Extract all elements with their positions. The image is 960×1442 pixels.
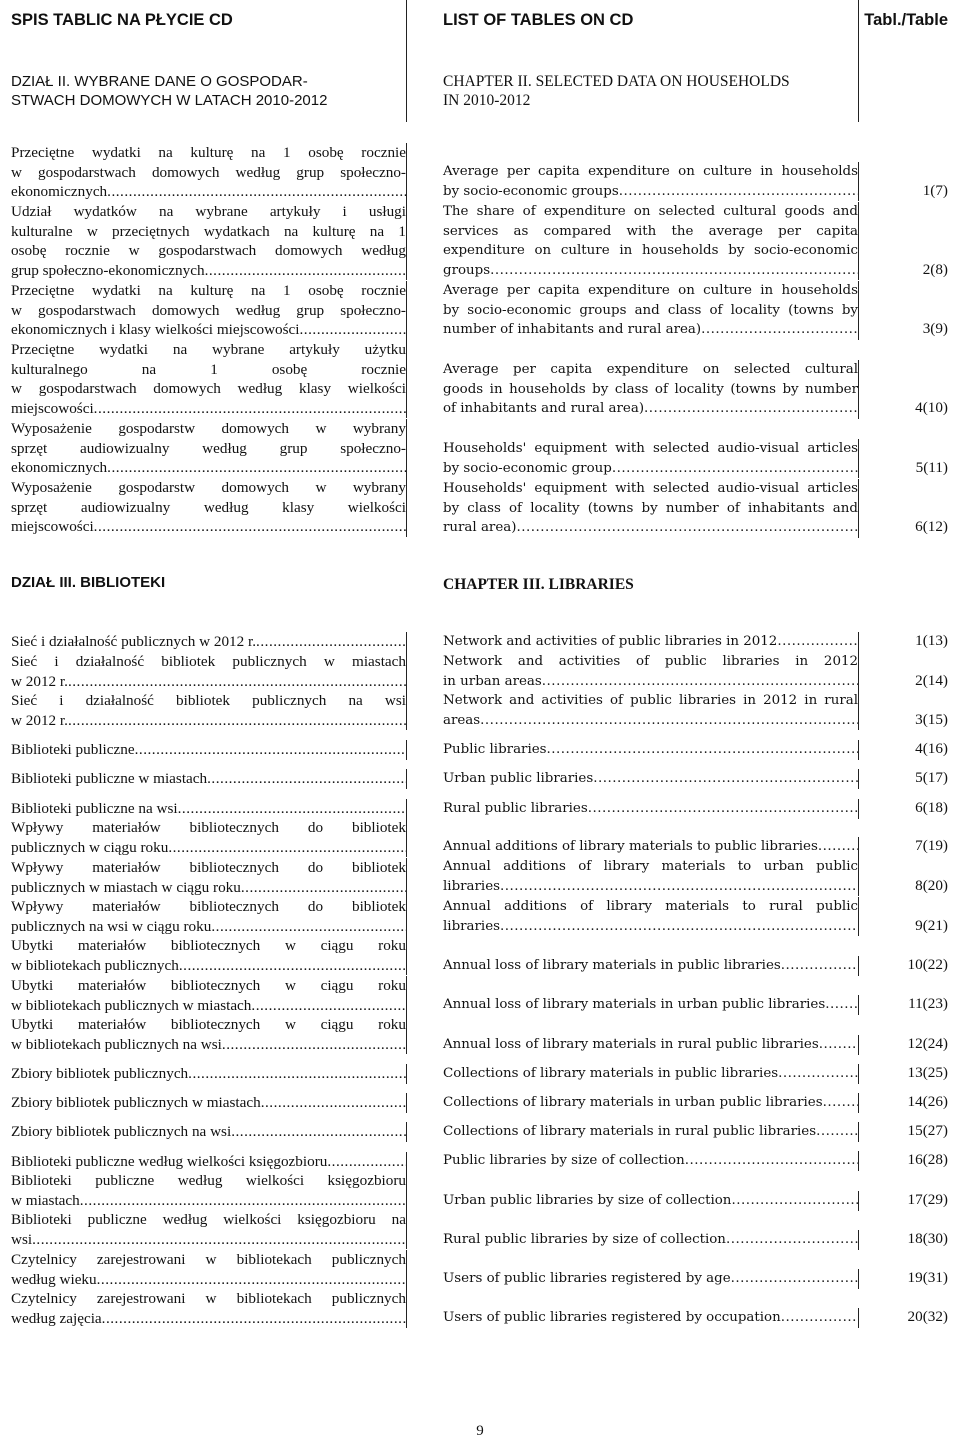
- pl-entry-line: w gospodarstwach domowych według grup społeczno-: [11, 163, 406, 181]
- dot-leader: [231, 1122, 406, 1142]
- en-table-entry[interactable]: [443, 897, 858, 936]
- row-divider: [406, 769, 407, 789]
- en-table-entry[interactable]: [443, 691, 858, 730]
- en-entry-line: Average per capita expenditure on selected cultural: [443, 362, 858, 377]
- row-divider: [858, 1122, 859, 1142]
- en-entry-line: Annual loss of library materials in rural public libraries: [443, 1037, 819, 1052]
- pl-entry-line: w bibliotekach publicznych na wsi: [11, 1035, 222, 1053]
- en-entry-line: by socio-economic group: [443, 460, 612, 476]
- en-entry-line: libraries: [443, 918, 501, 934]
- pl-table-entry[interactable]: [11, 1122, 406, 1142]
- en-table-entry[interactable]: [443, 857, 858, 896]
- row-divider: [406, 858, 407, 897]
- table-number: 10(22): [907, 956, 948, 973]
- en-entry-line: Annual loss of library materials in public libraries: [443, 958, 781, 973]
- dot-leader: [819, 1035, 858, 1055]
- dot-leader: [135, 740, 406, 760]
- en-table-entry[interactable]: [443, 956, 858, 976]
- pl-table-entry[interactable]: [11, 976, 406, 1015]
- pl-entry-line: według zajęcia: [11, 1309, 102, 1327]
- pl-entry-line: w bibliotekach publicznych w miastach: [11, 996, 252, 1014]
- dot-leader: [823, 1093, 858, 1113]
- row-divider: [406, 478, 407, 537]
- pl-entry-line: Zbiory bibliotek publicznych na wsi: [11, 1123, 232, 1140]
- en-entry-line: Rural public libraries: [443, 801, 588, 816]
- pl-entry-line: w bibliotekach publicznych: [11, 956, 179, 974]
- dot-leader: [207, 769, 406, 789]
- dot-leader: [644, 399, 858, 419]
- en-entry-line: Collections of library materials in rural public libraries: [443, 1124, 817, 1139]
- dot-leader: [178, 799, 406, 819]
- pl-entry-line: publicznych w ciągu roku: [11, 838, 169, 856]
- en-table-entry[interactable]: [443, 360, 858, 419]
- table-number: 19(31): [907, 1269, 948, 1286]
- pl-table-entry[interactable]: [11, 1289, 406, 1328]
- section2-title-en-line2: IN 2010-2012: [443, 92, 531, 109]
- dot-leader: [68, 672, 406, 692]
- pl-table-entry[interactable]: [11, 691, 406, 730]
- section2-title-en: [443, 72, 790, 110]
- en-table-entry[interactable]: [443, 1064, 858, 1084]
- dot-leader: [102, 1309, 406, 1329]
- table-number: 2(14): [915, 671, 948, 689]
- pl-table-entry[interactable]: [11, 1093, 406, 1113]
- dot-leader: [777, 632, 858, 652]
- en-entry-line: number of inhabitants and rural area): [443, 322, 702, 338]
- table-number: 4(16): [915, 740, 948, 757]
- pl-table-entry[interactable]: [11, 799, 406, 819]
- en-entry-line: libraries: [443, 878, 501, 894]
- en-table-entry[interactable]: [443, 1122, 858, 1142]
- row-divider: [858, 1093, 859, 1113]
- pl-table-entry[interactable]: [11, 143, 406, 202]
- row-divider: [858, 799, 859, 819]
- en-table-entry[interactable]: [443, 439, 858, 478]
- pl-entry-line: Czytelnicy zarejestrowani w bibliotekach publicznych: [11, 1290, 406, 1307]
- en-table-entry[interactable]: [443, 1308, 858, 1328]
- pl-entry-line: kulturalnego na 1 osobę rocznie: [11, 360, 406, 378]
- row-divider: [858, 281, 859, 340]
- header-center-title: LIST OF TABLES ON CD: [443, 11, 634, 29]
- row-divider: [406, 799, 407, 819]
- pl-entry-line: Biblioteki publiczne w miastach: [11, 770, 208, 787]
- en-entry-line: Average per capita expenditure on culture in households: [443, 283, 858, 298]
- dot-leader: [781, 956, 858, 976]
- dot-leader: [726, 1230, 858, 1250]
- en-table-entry[interactable]: [443, 740, 858, 760]
- en-table-entry[interactable]: [443, 995, 858, 1015]
- row-divider: [406, 652, 407, 691]
- pl-entry-line: miejscowości: [11, 518, 94, 536]
- row-divider: [406, 1093, 407, 1113]
- pl-entry-line: Wpływy materiałów bibliotecznych do bibliotek: [11, 859, 406, 876]
- en-entry-line: Households' equipment with selected audio-visual articles: [443, 441, 858, 456]
- en-table-entry[interactable]: [443, 1269, 858, 1289]
- pl-entry-line: Zbiory bibliotek publicznych: [11, 1065, 189, 1082]
- en-entry-line: Annual additions of library materials to rural public: [443, 899, 858, 914]
- en-table-entry[interactable]: [443, 652, 858, 691]
- pl-table-entry[interactable]: [11, 1015, 406, 1054]
- row-divider: [858, 769, 859, 789]
- row-divider: [858, 691, 859, 730]
- dot-leader: [480, 711, 858, 731]
- pl-entry-line: osobę rocznie w gospodarstwach domowych według: [11, 242, 406, 260]
- dot-leader: [205, 261, 406, 281]
- en-table-entry[interactable]: [443, 837, 858, 857]
- table-number: 13(25): [907, 1064, 948, 1081]
- dot-leader: [107, 458, 406, 478]
- row-divider: [406, 632, 407, 652]
- row-divider: [406, 1210, 407, 1249]
- dot-leader: [816, 1122, 858, 1142]
- table-number: 11(23): [908, 995, 948, 1012]
- pl-entry-line: grup społeczno-ekonomicznych: [11, 261, 205, 279]
- en-entry-line: The share of expenditure on selected cultural goods and: [443, 204, 858, 219]
- en-entry-line: expenditure on culture in households by socio-economic: [443, 243, 858, 259]
- row-divider: [858, 652, 859, 691]
- pl-table-entry[interactable]: [11, 1210, 406, 1249]
- pl-entry-line: Wpływy materiałów bibliotecznych do bibliotek: [11, 819, 406, 836]
- table-number: 14(26): [907, 1093, 948, 1110]
- pl-entry-line: Biblioteki publiczne według wielkości księgozbioru: [11, 1172, 406, 1189]
- pl-entry-line: w 2012 r.: [11, 711, 68, 729]
- column-divider-top-right: [858, 0, 859, 122]
- pl-entry-line: Wpływy materiałów bibliotecznych do bibliotek: [11, 898, 406, 915]
- en-table-entry[interactable]: [443, 479, 858, 538]
- row-divider: [406, 976, 407, 1015]
- pl-entry-line: w gospodarstwach domowych według grup społeczno-: [11, 301, 406, 319]
- dot-leader: [241, 878, 406, 898]
- row-divider: [858, 1035, 859, 1055]
- pl-entry-line: w 2012 r.: [11, 672, 68, 690]
- dot-leader: [612, 459, 858, 479]
- row-divider: [858, 897, 859, 936]
- pl-entry-line: Czytelnicy zarejestrowani w bibliotekach publicznych: [11, 1251, 406, 1268]
- en-entry-line: Average per capita expenditure on culture in households: [443, 164, 858, 179]
- en-entry-line: Network and activities of public libraries in 2012: [443, 634, 778, 649]
- row-divider: [406, 897, 407, 936]
- section2-title-en-line1: CHAPTER II. SELECTED DATA ON HOUSEHOLDS: [443, 73, 790, 90]
- table-number: 6(12): [915, 518, 948, 536]
- en-table-entry[interactable]: [443, 281, 858, 340]
- dot-leader: [825, 995, 858, 1015]
- pl-entry-line: Biblioteki publiczne: [11, 741, 135, 758]
- pl-table-entry[interactable]: [11, 340, 406, 418]
- en-entry-line: Households' equipment with selected audio-visual articles: [443, 481, 858, 496]
- dot-leader: [731, 1269, 858, 1289]
- pl-table-entry[interactable]: [11, 419, 406, 478]
- row-divider: [858, 837, 859, 857]
- pl-entry-line: Przeciętne wydatki na kulturę na 1 osobę rocznie: [11, 282, 406, 299]
- table-number: 6(18): [915, 799, 948, 816]
- table-number: 3(15): [915, 710, 948, 728]
- row-divider: [406, 1250, 407, 1289]
- dot-leader: [97, 1270, 406, 1290]
- section3-title-pl: DZIAŁ III. BIBLIOTEKI: [11, 574, 166, 591]
- pl-table-entry[interactable]: [11, 202, 406, 280]
- pl-entry-line: Ubytki materiałów bibliotecznych w ciągu roku: [11, 1016, 406, 1033]
- dot-leader: [685, 1151, 858, 1171]
- en-entry-line: in urban areas: [443, 673, 542, 689]
- row-divider: [406, 281, 407, 340]
- row-divider: [406, 691, 407, 730]
- en-table-entry[interactable]: [443, 1230, 858, 1250]
- pl-entry-line: Sieć i działalność bibliotek publicznych na wsi: [11, 692, 406, 709]
- en-entry-line: areas: [443, 712, 481, 728]
- row-divider: [858, 1191, 859, 1211]
- pl-entry-line: Udział wydatków na wybrane artykuły i usługi: [11, 203, 406, 220]
- pl-table-entry[interactable]: [11, 818, 406, 857]
- pl-entry-line: Ubytki materiałów bibliotecznych w ciągu roku: [11, 937, 406, 954]
- en-entry-line: Network and activities of public libraries in 2012 in rural: [443, 693, 858, 708]
- en-entry-line: Public libraries: [443, 742, 547, 757]
- row-divider: [858, 162, 859, 201]
- row-divider: [406, 1064, 407, 1084]
- en-entry-line: Annual additions of library materials to public libraries: [443, 839, 818, 854]
- pl-entry-line: Wyposażenie gospodarstw domowych w wybrany: [11, 479, 406, 496]
- row-divider: [858, 1308, 859, 1328]
- row-divider: [858, 202, 859, 280]
- dot-leader: [701, 320, 858, 340]
- dot-leader: [547, 740, 858, 760]
- en-entry-line: Users of public libraries registered by age: [443, 1271, 731, 1286]
- dot-leader: [542, 672, 858, 692]
- row-divider: [858, 1230, 859, 1250]
- pl-entry-line: Sieć i działalność bibliotek publicznych w miastach: [11, 653, 406, 670]
- pl-entry-line: w miastach: [11, 1191, 80, 1209]
- en-entry-line: rural area): [443, 520, 517, 536]
- dot-leader: [168, 838, 406, 858]
- section2-title-pl: [11, 72, 327, 110]
- en-entry-line: by class of locality (towns by number of inhabitants and: [443, 500, 858, 516]
- en-entry-line: Public libraries by size of collection: [443, 1153, 685, 1168]
- dot-leader: [256, 632, 406, 652]
- pl-table-entry[interactable]: [11, 858, 406, 897]
- pl-table-entry[interactable]: [11, 897, 406, 936]
- en-entry-line: Collections of library materials in urban public libraries: [443, 1095, 823, 1110]
- dot-leader: [261, 1093, 406, 1113]
- pl-table-entry[interactable]: [11, 740, 406, 760]
- en-table-entry[interactable]: [443, 799, 858, 819]
- en-entry-line: Annual additions of library materials to urban public: [443, 859, 858, 874]
- en-entry-line: goods in households by class of locality (towns by number: [443, 381, 858, 397]
- pl-entry-line: Ubytki materiałów bibliotecznych w ciągu roku: [11, 977, 406, 994]
- row-divider: [858, 740, 859, 760]
- row-divider: [406, 1015, 407, 1054]
- dot-leader: [94, 399, 406, 419]
- en-table-entry[interactable]: [443, 1151, 858, 1171]
- en-entry-line: Network and activities of public libraries in 2012: [443, 654, 858, 669]
- dot-leader: [778, 1064, 858, 1084]
- dot-leader: [500, 877, 858, 897]
- dot-leader: [222, 1035, 406, 1055]
- table-number: 20(32): [907, 1308, 948, 1325]
- dot-leader: [188, 1064, 406, 1084]
- dot-leader: [490, 261, 858, 281]
- row-divider: [858, 439, 859, 478]
- dot-leader: [500, 917, 858, 937]
- pl-entry-line: ekonomicznych: [11, 183, 108, 201]
- row-divider: [406, 143, 407, 202]
- dot-leader: [588, 799, 858, 819]
- pl-entry-line: wsi: [11, 1230, 33, 1248]
- en-entry-line: by socio-economic groups: [443, 183, 619, 199]
- pl-table-entry[interactable]: [11, 478, 406, 537]
- page-number: 9: [476, 1423, 484, 1439]
- row-divider: [406, 1289, 407, 1328]
- row-divider: [858, 857, 859, 896]
- row-divider: [858, 479, 859, 538]
- row-divider: [406, 1122, 407, 1142]
- en-entry-line: services as compared with the average per capita: [443, 223, 858, 239]
- pl-entry-line: Przeciętne wydatki na kulturę na 1 osobę rocznie: [11, 144, 406, 161]
- pl-entry-line: Biblioteki publiczne na wsi: [11, 800, 178, 817]
- table-number: 8(20): [915, 876, 948, 894]
- table-number: 1(7): [922, 181, 948, 199]
- dot-leader: [211, 917, 406, 937]
- row-divider: [406, 1152, 407, 1172]
- row-divider: [406, 419, 407, 478]
- en-entry-line: Urban public libraries: [443, 771, 594, 786]
- row-divider: [858, 1151, 859, 1171]
- row-divider: [406, 818, 407, 857]
- row-divider: [406, 202, 407, 280]
- row-divider: [858, 632, 859, 652]
- pl-entry-line: ekonomicznych: [11, 459, 108, 477]
- dot-leader: [818, 837, 858, 857]
- en-entry-line: Urban public libraries by size of collection: [443, 1193, 732, 1208]
- table-number: 15(27): [907, 1122, 948, 1139]
- row-divider: [406, 740, 407, 760]
- dot-leader: [731, 1191, 858, 1211]
- en-entry-line: Collections of library materials in public libraries: [443, 1066, 779, 1081]
- dot-leader: [516, 518, 858, 538]
- row-divider: [858, 1269, 859, 1289]
- table-number: 5(17): [915, 769, 948, 786]
- pl-entry-line: kulturalne w przeciętnych wydatkach na kulturę na 1: [11, 222, 406, 240]
- table-number: 4(10): [915, 399, 948, 417]
- table-number: 7(19): [915, 837, 948, 854]
- en-table-entry[interactable]: [443, 1093, 858, 1113]
- dot-leader: [781, 1308, 858, 1328]
- en-entry-line: Annual loss of library materials in urban public libraries: [443, 997, 826, 1012]
- pl-entry-line: ekonomicznych i klasy wielkości miejscowości: [11, 321, 300, 339]
- section2-title-pl-line2: STWACH DOMOWYCH W LATACH 2010-2012: [11, 92, 328, 109]
- en-table-entry[interactable]: [443, 162, 858, 201]
- dot-leader: [300, 320, 407, 340]
- table-number: 3(9): [922, 320, 948, 338]
- row-divider: [406, 936, 407, 975]
- section3-title-en: CHAPTER III. LIBRARIES: [443, 576, 634, 593]
- pl-entry-line: sprzęt audiowizualny według klasy wielkości: [11, 498, 406, 516]
- table-number: 18(30): [907, 1230, 948, 1247]
- dot-leader: [327, 1152, 406, 1172]
- en-entry-line: by socio-economic groups and class of locality (towns by: [443, 302, 858, 318]
- row-divider: [858, 956, 859, 976]
- row-divider: [858, 1064, 859, 1084]
- pl-entry-line: Wyposażenie gospodarstw domowych w wybrany: [11, 420, 406, 437]
- dot-leader: [68, 711, 406, 731]
- table-number: 1(13): [915, 632, 948, 649]
- pl-entry-line: według wieku: [11, 1270, 97, 1288]
- en-entry-line: Rural public libraries by size of collection: [443, 1232, 726, 1247]
- column-divider-top-left: [406, 0, 407, 122]
- header-left-title: SPIS TABLIC NA PŁYCIE CD: [11, 11, 233, 29]
- pl-entry-line: Biblioteki publiczne według wielkości księgozbioru na: [11, 1211, 406, 1228]
- pl-entry-line: w gospodarstwach domowych według klasy wielkości: [11, 380, 406, 398]
- pl-entry-line: Biblioteki publiczne według wielkości księgozbioru: [11, 1153, 328, 1170]
- dot-leader: [80, 1191, 406, 1211]
- section2-title-pl-line1: DZIAŁ II. WYBRANE DANE O GOSPODAR-: [11, 73, 308, 90]
- table-number: 17(29): [907, 1191, 948, 1208]
- row-divider: [858, 995, 859, 1015]
- en-table-entry[interactable]: [443, 1035, 858, 1055]
- header-right-title: Tabl./Table: [864, 11, 948, 29]
- en-table-entry[interactable]: [443, 632, 858, 652]
- pl-entry-line: miejscowości: [11, 399, 94, 417]
- pl-table-entry[interactable]: [11, 281, 406, 340]
- dot-leader: [251, 996, 406, 1016]
- en-table-entry[interactable]: [443, 769, 858, 789]
- row-divider: [406, 340, 407, 418]
- pl-table-entry[interactable]: [11, 1064, 406, 1084]
- table-number: 9(21): [915, 916, 948, 934]
- en-entry-line: Users of public libraries registered by occupation: [443, 1310, 781, 1325]
- pl-table-entry[interactable]: [11, 1250, 406, 1289]
- dot-leader: [32, 1230, 406, 1250]
- dot-leader: [94, 517, 406, 537]
- table-number: 16(28): [907, 1151, 948, 1168]
- pl-table-entry[interactable]: [11, 1171, 406, 1210]
- pl-table-entry[interactable]: [11, 1152, 406, 1172]
- dot-leader: [179, 956, 406, 976]
- en-entry-line: of inhabitants and rural area): [443, 401, 645, 417]
- pl-entry-line: publicznych w miastach w ciągu roku: [11, 878, 241, 896]
- row-divider: [858, 360, 859, 419]
- en-table-entry[interactable]: [443, 202, 858, 280]
- pl-entry-line: publicznych na wsi w ciągu roku: [11, 917, 212, 935]
- pl-entry-line: sprzęt audiowizualny według grup społeczno-: [11, 439, 406, 457]
- table-number: 5(11): [915, 458, 948, 476]
- dot-leader: [107, 182, 406, 202]
- dot-leader: [619, 182, 858, 202]
- dot-leader: [593, 769, 858, 789]
- pl-table-entry[interactable]: [11, 769, 406, 789]
- pl-table-entry[interactable]: [11, 632, 406, 652]
- en-table-entry[interactable]: [443, 1191, 858, 1211]
- table-number: 2(8): [922, 260, 948, 278]
- pl-table-entry[interactable]: [11, 936, 406, 975]
- pl-entry-line: Przeciętne wydatki na wybrane artykuły użytku: [11, 341, 406, 358]
- pl-entry-line: Zbiory bibliotek publicznych w miastach: [11, 1094, 261, 1111]
- table-number: 12(24): [907, 1035, 948, 1052]
- pl-entry-line: Sieć i działalność publicznych w 2012 r.: [11, 633, 257, 650]
- pl-table-entry[interactable]: [11, 652, 406, 691]
- en-entry-line: groups: [443, 262, 491, 278]
- row-divider: [406, 1171, 407, 1210]
